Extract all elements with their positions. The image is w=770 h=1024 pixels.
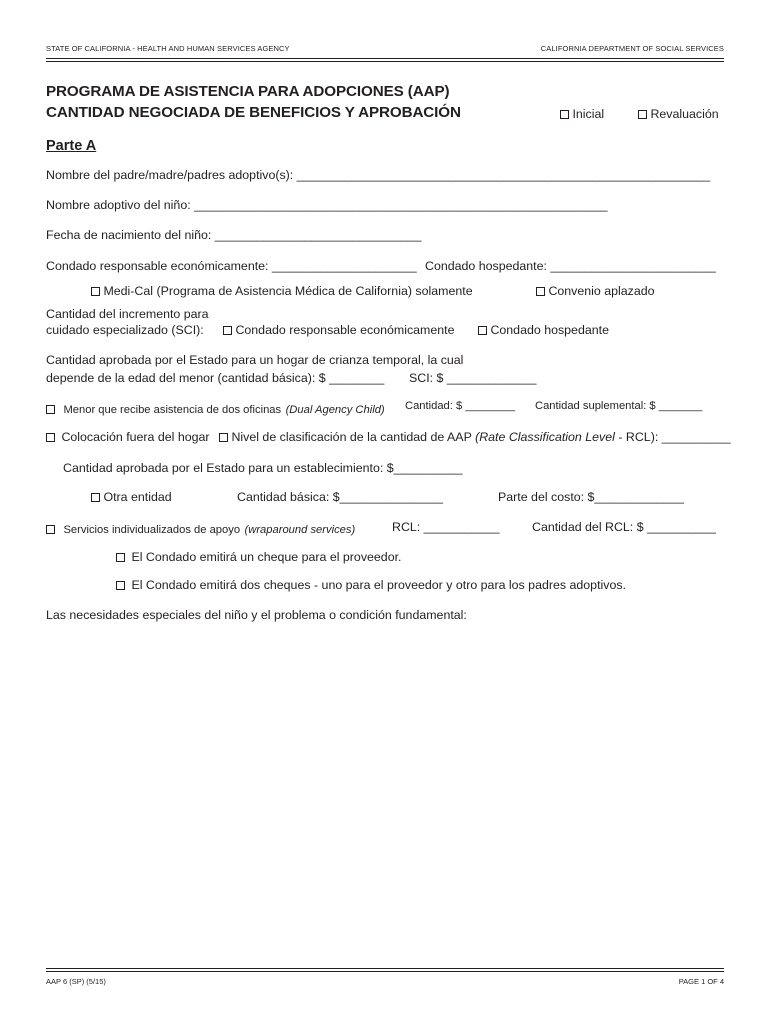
sci-responsible-option[interactable] [223, 323, 455, 337]
agency-left: STATE OF CALIFORNIA - HEALTH AND HUMAN SERVICES AGENCY [46, 44, 290, 53]
form-title-line1: PROGRAMA DE ASISTENCIA PARA ADOPCIONES (AAP) [46, 83, 450, 100]
header-rule [46, 58, 724, 59]
wraparound-option[interactable] [46, 520, 355, 538]
wraparound-checkbox[interactable] [46, 525, 55, 534]
sci-label-line1: Cantidad del incremento para [46, 307, 209, 321]
rcl-checkbox[interactable] [219, 433, 228, 442]
two-checks-option[interactable] [116, 578, 626, 592]
county-host-field[interactable]: Condado hospedante: ________________________ [425, 259, 716, 273]
rcl-label: Nivel de clasificación de la cantidad de AAP [231, 430, 472, 444]
child-name-field[interactable]: Nombre adoptivo del niño: ____________________________________________________________ [46, 198, 608, 212]
wrap-rcl-amount-field[interactable]: Cantidad del RCL: $ __________ [532, 520, 716, 534]
section-heading: Parte A [46, 138, 97, 154]
footer-rule-2 [46, 971, 724, 972]
county-responsible-field[interactable]: Condado responsable económicamente: _____________________ [46, 259, 417, 273]
child-dob-field[interactable]: Fecha de nacimiento del niño: ______________________________ [46, 228, 422, 242]
option-inicial[interactable] [560, 107, 604, 121]
other-entity-option[interactable] [91, 490, 172, 504]
outside-home-option[interactable] [46, 430, 210, 444]
state-amount-sci-field[interactable]: SCI: $ _____________ [409, 371, 537, 385]
outside-home-checkbox[interactable] [46, 433, 55, 442]
medi-cal-checkbox[interactable] [91, 287, 100, 296]
deferred-checkbox[interactable] [536, 287, 545, 296]
sci-label-line2: cuidado especializado (SCI): [46, 323, 204, 337]
dual-agency-checkbox[interactable] [46, 405, 55, 414]
special-needs-area[interactable] [46, 628, 724, 958]
header-rule-2 [46, 61, 724, 62]
two-checks-checkbox[interactable] [116, 581, 125, 590]
form-title-line2: CANTIDAD NEGOCIADA DE BENEFICIOS Y APROBACIÓN [46, 104, 461, 121]
medi-cal-option[interactable] [91, 284, 473, 298]
page-number: PAGE 1 OF 4 [678, 977, 724, 986]
revaluacion-checkbox[interactable] [638, 110, 647, 119]
sci-responsible-label: Condado responsable económicamente [235, 323, 455, 337]
revaluacion-label: Revaluación [650, 107, 719, 121]
deferred-option[interactable] [536, 284, 655, 298]
one-check-option[interactable] [116, 550, 401, 564]
dual-agency-label: Menor que recibe asistencia de dos oficinas [63, 404, 282, 416]
special-needs-label: Las necesidades especiales del niño y el problema o condición fundamental: [46, 608, 467, 622]
sci-host-checkbox[interactable] [478, 326, 487, 335]
one-check-checkbox[interactable] [116, 553, 125, 562]
form-id: AAP 6 (SP) (5/15) [46, 977, 106, 986]
dual-agency-option[interactable] [46, 400, 385, 418]
two-checks-label: El Condado emitirá dos cheques - uno para el proveedor y otro para los padres adoptivos. [131, 578, 626, 592]
basic-amount-field[interactable]: Cantidad básica: $_______________ [237, 490, 444, 504]
rcl-option[interactable] [219, 430, 731, 444]
dual-amount-field[interactable]: Cantidad: $ ________ [405, 400, 516, 412]
other-entity-label: Otra entidad [103, 490, 172, 504]
dual-supplemental-field[interactable]: Cantidad suplemental: $ _______ [535, 400, 703, 412]
sci-host-label: Condado hospedante [490, 323, 609, 337]
one-check-label: El Condado emitirá un cheque para el proveedor. [131, 550, 402, 564]
medi-cal-label: Medi-Cal (Programa de Asistencia Médica de California) solamente [103, 284, 473, 298]
outside-home-label: Colocación fuera del hogar [61, 430, 210, 444]
sci-host-option[interactable] [478, 323, 609, 337]
option-revaluacion[interactable] [638, 107, 719, 121]
inicial-checkbox[interactable] [560, 110, 569, 119]
rcl-italic: (Rate Classification Level [475, 430, 615, 444]
facility-amount-field[interactable]: Cantidad aprobada por el Estado para un establecimiento: $__________ [63, 461, 463, 475]
sci-responsible-checkbox[interactable] [223, 326, 232, 335]
deferred-label: Convenio aplazado [548, 284, 655, 298]
rcl-tail: - RCL): __________ [618, 430, 731, 444]
cost-share-field[interactable]: Parte del costo: $_____________ [498, 490, 685, 504]
footer-rule [46, 968, 724, 969]
wraparound-italic: (wraparound services) [244, 524, 356, 536]
parents-name-field[interactable]: Nombre del padre/madre/padres adoptivo(s): ____________________________________________________________ [46, 168, 711, 182]
dual-agency-italic: (Dual Agency Child) [285, 404, 385, 416]
wrap-rcl-field[interactable]: RCL: ___________ [392, 520, 500, 534]
agency-right: CALIFORNIA DEPARTMENT OF SOCIAL SERVICES [540, 44, 724, 53]
other-entity-checkbox[interactable] [91, 493, 100, 502]
inicial-label: Inicial [572, 107, 605, 121]
state-amount-basic-field[interactable]: depende de la edad del menor (cantidad básica): $ ________ [46, 371, 385, 385]
state-amount-line1: Cantidad aprobada por el Estado para un hogar de crianza temporal, la cual [46, 353, 464, 367]
wraparound-label: Servicios individualizados de apoyo [63, 524, 241, 536]
